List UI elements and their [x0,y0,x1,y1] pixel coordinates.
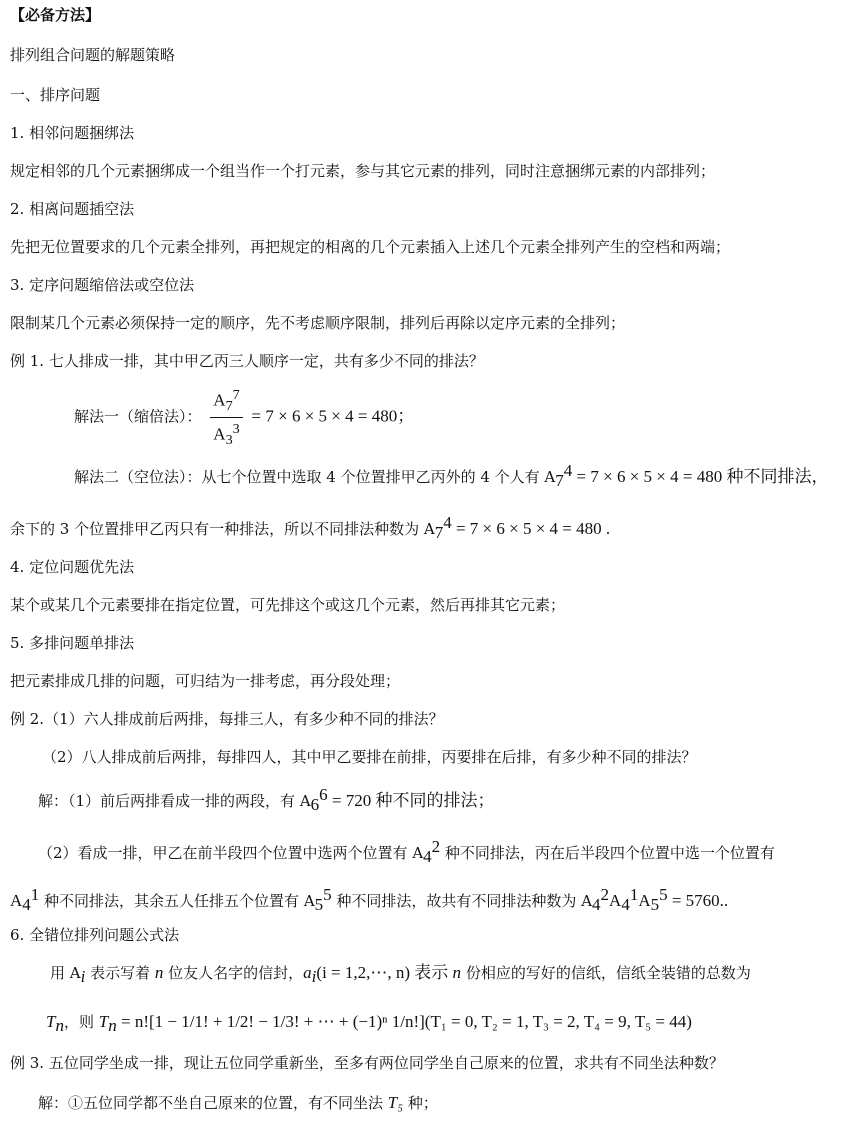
derangement-formula: n![1 − 1/1! + 1/2! − 1/3! + ⋯ + (−1)ⁿ 1/n!] [134,1012,425,1031]
example-2-part-2: （2）八人排成前后两排，每排四人，其中甲乙要排在前排，丙要排在后排，有多少种不同的排法？ [42,748,697,766]
solution-ex2-1: 解：（1）前后两排看成一排的两段，有 $A_6^6 = 720$ 种不同的排法； [38,785,495,814]
method-6-desc: 用 $A_i$ 表示写着 n 位友人名字的信封，$a_i(i$ = 1,2,⋯, n) 表示 n 份相应的写好的信纸，信纸全装错的总数为 [50,963,751,986]
method-3-title: 3. 定序问题缩倍法或空位法 [10,276,195,294]
method-1-desc: 规定相邻的几个元素捆绑成一个组当作一个打元素，参与其它元素的排列，同时注意捆绑元素的内部排列； [10,162,716,180]
method-1-title: 1. 相邻问题捆绑法 [10,124,135,142]
method-6-title: 6. 全错位排列问题公式法 [10,926,180,944]
example-1: 例 1. 七人排成一排，其中甲乙丙三人顺序一定，共有多少不同的排法？ [10,352,484,370]
topic-title: 排列组合问题的解题策略 [10,46,176,64]
solution-ex2-2-cont: $A_4^1$ 种不同排法，其余五人任排五个位置有 $A_5^5$ 种不同排法，故共有不同排法种数为 $A_4^2A_4^1A_5^5 = 5760$.. [10,885,729,914]
solution-1-result: = 7 × 6 × 5 × 4 = 480； [251,406,415,426]
method-5-title: 5. 多排问题单排法 [10,634,135,652]
solution-2-cont: 余下的 3 个位置排甲乙丙只有一种排法，所以不同排法种数为 $A_7^4 = 7 \times 6 \times 5 \times 4 = 480$ . [10,513,611,542]
example-2: 例 2.（1）六人排成前后两排，每排三人，有多少种不同的排法？ [10,710,444,728]
solution-ex2-2: （2）看成一排，甲乙在前半段四个位置中选两个位置有 $A_4^2$ 种不同排法，丙在后半段四个位置中选一个位置有 [38,837,775,866]
method-4-desc: 某个或某几个元素要排在指定位置，可先排这个或这几个元素，然后再排其它元素； [10,596,566,614]
example-3: 例 3. 五位同学坐成一排，现让五位同学重新坐，至多有两位同学坐自己原来的位置，求共有不同坐法种数？ [10,1054,724,1072]
method-5-desc: 把元素排成几排的问题，可归结为一排考虑，再分段处理； [10,672,401,690]
method-4-title: 4. 定位问题优先法 [10,558,135,576]
method-2-title: 2. 相离问题插空法 [10,200,135,218]
section-heading: 【必备方法】 [10,6,101,24]
solution-1-label: 解法一（缩倍法）： [74,407,202,426]
solution-2: 解法二（空位法）：从七个位置中选取 4 个位置排甲乙丙外的 4 个人有 $A_7^4 = 7 \times 6 \times 5 \times 4 = 480$ 种不同排法， [74,461,829,490]
subsection-title: 一、排序问题 [10,86,101,104]
solution-ex3: 解：①五位同学都不坐自己原来的位置，有不同坐法 T₅ 种； [38,1093,438,1112]
method-2-desc: 先把无位置要求的几个元素全排列，再把规定的相离的几个元素插入上述几个元素全排列产生的空档和两端； [10,238,731,256]
formula-line: $T_n$，则 $T_n = n![1 - 1/1$! + 1/2! − 1/3! + ⋯ + (−1)ⁿ 1/n!](T₁ = 0, T₂ = 1, T₃ = 2, T₄ = 9, T₅ = 44) [46,1012,692,1035]
fraction: $\frac{A_7^7}{A_3^3}$ [210,384,242,451]
method-3-desc: 限制某几个元素必须保持一定的顺序，先不考虑顺序限制，排列后再除以定序元素的全排列； [10,314,626,332]
solution-1 [74,384,840,449]
